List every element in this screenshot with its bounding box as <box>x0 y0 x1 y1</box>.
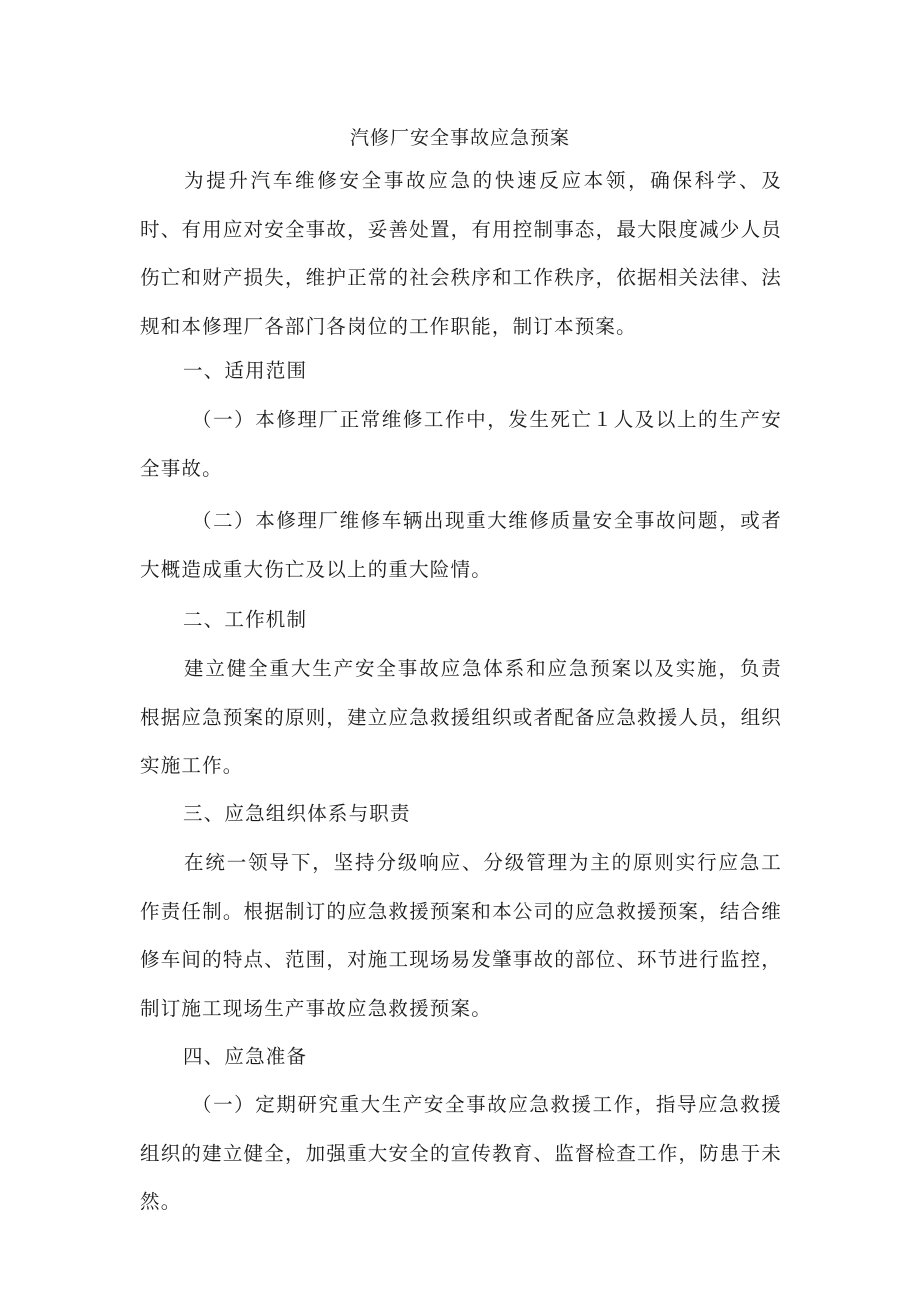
intro-paragraph: 为提升汽车维修安全事故应急的快速反应本领，确保科学、及时、有用应对安全事故，妥善处置，有用控制事态，最大限度减少人员伤亡和财产损失，维护正常的社会秩序和工作秩序，依据相关法律、法规和本修理厂各部门各岗位的工作职能，制订本预案。 <box>140 169 782 339</box>
section-heading-preparation: 四、应急准备 <box>183 1045 308 1068</box>
preparation-item-1: （一）定期研究重大生产安全事故应急救援工作，指导应急救援组织的建立健全，加强重大安全的宣传教育、监督检查工作，防患于未然。 <box>140 1093 782 1214</box>
organization-paragraph: 在统一领导下，坚持分级响应、分级管理为主的原则实行应急工作责任制。根据制订的应急救援预案和本公司的应急救援预案，结合维修车间的特点、范围，对施工现场易发肇事故的部位、环节进行监控，制订施工现场生产事故应急救援预案。 <box>140 851 782 1021</box>
mechanism-paragraph: 建立健全重大生产安全事故应急体系和应急预案以及实施，负责根据应急预案的原则，建立应急救援组织或者配备应急救援人员，组织实施工作。 <box>140 657 782 778</box>
scope-item-1: （一）本修理厂正常维修工作中，发生死亡１人及以上的生产安全事故。 <box>140 408 782 480</box>
section-heading-scope: 一、适用范围 <box>183 359 308 382</box>
section-heading-mechanism: 二、工作机制 <box>183 608 308 631</box>
section-heading-organization: 三、应急组织体系与职责 <box>183 802 411 825</box>
document-title: 汽修厂安全事故应急预案 <box>349 127 570 149</box>
scope-item-2: （二）本修理厂维修车辆出现重大维修质量安全事故问题，或者大概造成重大伤亡及以上的重大险情。 <box>140 509 782 581</box>
